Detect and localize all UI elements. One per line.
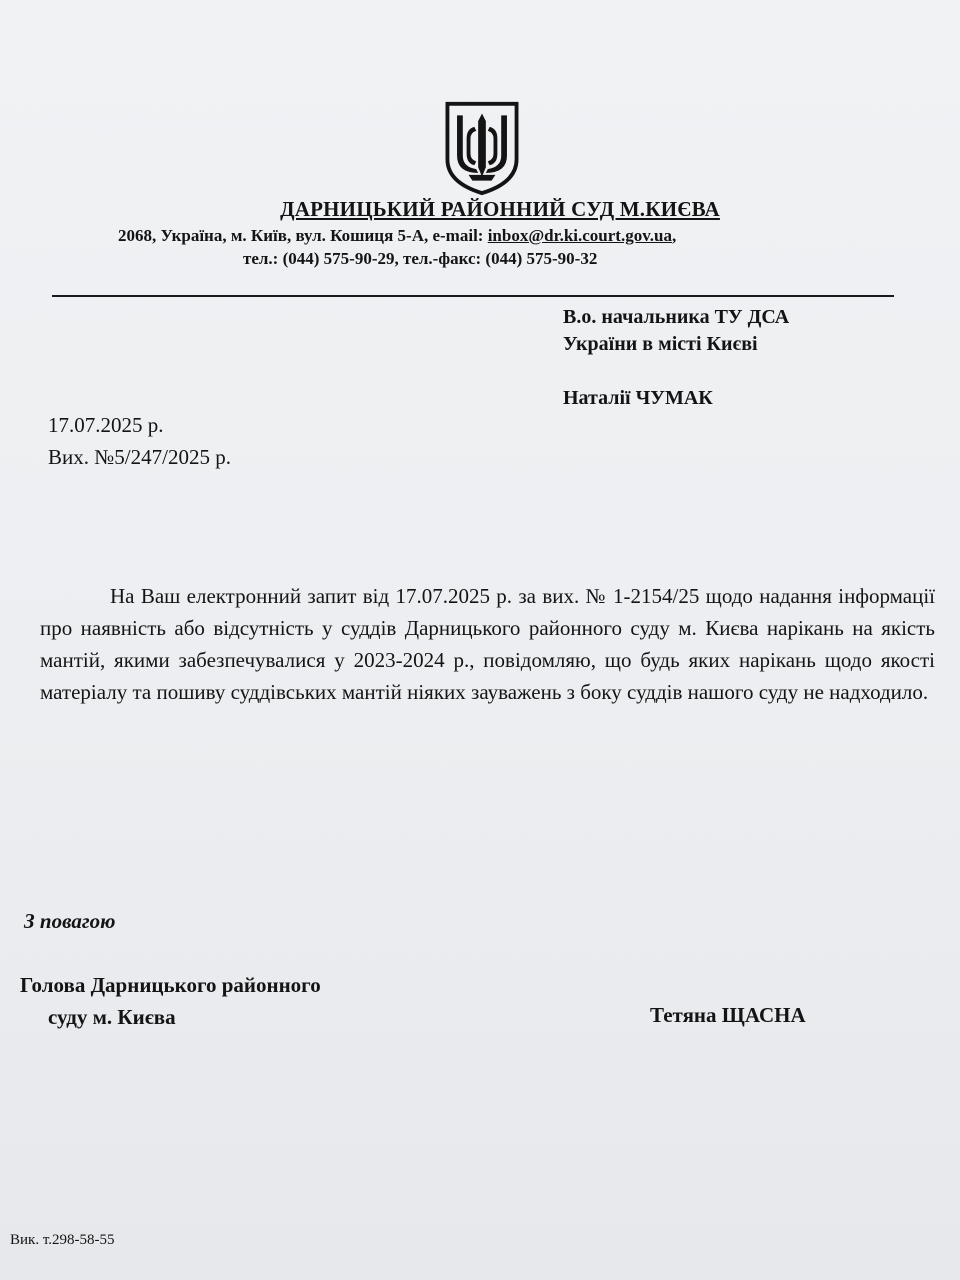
header-divider xyxy=(52,295,894,297)
recipient-name: Наталії ЧУМАК xyxy=(563,387,713,409)
recipient-position-line2: України в місті Києві xyxy=(563,333,758,355)
trident-coat-of-arms-icon xyxy=(443,100,521,196)
court-email-link[interactable]: inbox@dr.ki.court.gov.ua xyxy=(487,226,672,245)
signer-title-line1: Голова Дарницького районного xyxy=(20,973,321,997)
signer-name: Тетяна ЩАСНА xyxy=(650,1003,806,1027)
letter-body: На Ваш електронний запит від 17.07.2025 р. за вих. № 1-2154/25 щодо надання інформації про наявність або відсутність у суддів Дарницького районного суду м. Києва нарікань на якість мантій, якими забезпечувалися у 2023-2024 р., повідомляю, що будь яких нарікань щодо якості матеріалу та пошиву суддівських мантій ніяких зауважень з боку суддів нашого суду не надходило. xyxy=(40,584,935,704)
document-date: 17.07.2025 р. xyxy=(48,413,164,437)
closing-phrase: З повагою xyxy=(24,909,116,933)
court-name: ДАРНИЦЬКИЙ РАЙОННИЙ СУД М.КИЄВА xyxy=(280,197,720,221)
court-phones: тел.: (044) 575-90-29, тел.-факс: (044) 575-90-32 xyxy=(243,249,598,268)
signer-title-line2: суду м. Києва xyxy=(48,1005,176,1029)
document-outgoing-number: Вих. №5/247/2025 р. xyxy=(48,445,231,469)
executor-phone-note: Вик. т.298-58-55 xyxy=(10,1232,115,1248)
court-address-line xyxy=(118,226,676,246)
recipient-position-line1: В.о. начальника ТУ ДСА xyxy=(563,306,790,328)
address-suffix: , xyxy=(672,226,677,245)
court-address: 2068, Україна, м. Київ, вул. Кошиця 5-А, e-mail: xyxy=(118,226,488,245)
